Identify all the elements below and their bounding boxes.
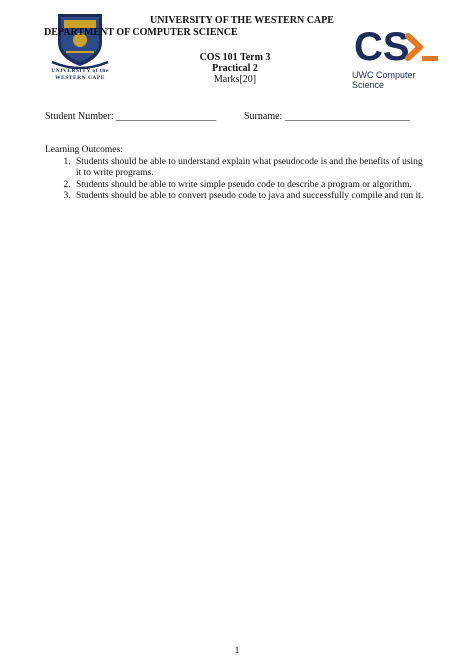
student-number-line: ____________________ [116, 111, 217, 122]
crest-caption-line1: UNIVERSITY of the [51, 68, 109, 74]
student-number-field [45, 111, 216, 123]
uwc-cs-logo [348, 22, 448, 90]
course-code: COS 101 Term 3 [199, 52, 271, 63]
surname-field [244, 111, 410, 123]
learning-outcomes-heading: Learning Outcomes: [45, 145, 123, 155]
learning-outcomes-list [45, 157, 430, 203]
surname-label: Surname: [244, 111, 283, 122]
cs-logo-mark-icon [348, 22, 448, 68]
marks-label: Marks[20] [213, 74, 257, 85]
crest-caption-line2: WESTERN CAPE [55, 75, 105, 81]
university-title: UNIVERSITY OF THE WESTERN CAPE [150, 15, 334, 26]
department-title: DEPARTMENT OF COMPUTER SCIENCE [44, 27, 238, 38]
outcome-item: 3. Students should be able to convert pseudo code to java and successfully compile and run it. [73, 191, 430, 203]
cs-logo-caption: UWC Computer Science [352, 70, 416, 90]
outcome-item: 1. Students should be able to understand explain what pseudocode is and the benefits of using it to write programs. [73, 157, 430, 180]
surname-line: _________________________ [284, 111, 410, 122]
outcome-item: 2. Students should be able to write simple pseudo code to describe a program or algorithm. [73, 180, 430, 192]
uwc-crest [40, 12, 120, 87]
practical-title: Practical 2 [212, 63, 258, 74]
cs-mark-text: CS [354, 25, 410, 68]
page-number: 1 [234, 646, 240, 656]
learning-outcomes [45, 145, 430, 203]
student-number-label: Student Number: [45, 111, 114, 122]
